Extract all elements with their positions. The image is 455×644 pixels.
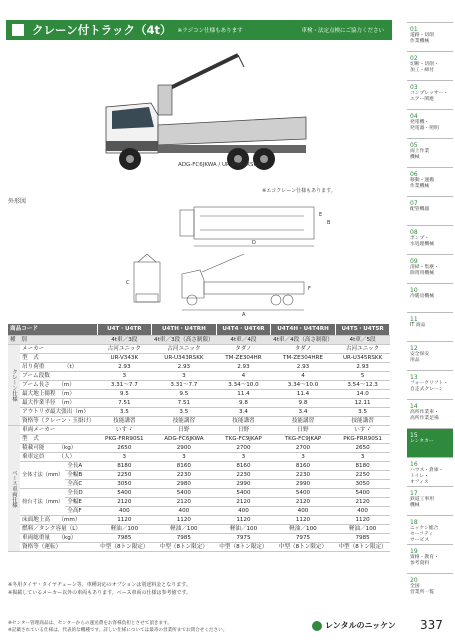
sidebar-item-label: ポンプ・ 水処理機械 [410,236,434,248]
sidebar-item-label: 発電機・ 発電器・照明 [410,120,439,132]
sidebar-item-label: レンタカー [410,439,434,444]
spec-cell: 400 [151,507,216,516]
spec-row [8,480,390,489]
spec-cell: 軽油／100 [270,525,335,534]
spec-cell: UR-V343K [97,354,151,363]
truck-photo [6,45,392,195]
kind-cell: 4t車／4段（高さ制限） [270,335,335,345]
sidebar-item-03[interactable] [407,80,453,109]
sidebar-item-label: コンプレッサー・ エアー関連 [410,91,449,103]
row-label: 全長A [65,462,97,471]
spec-cell: PKG-FRR90S1 [336,435,390,444]
kind-row [8,335,390,345]
spec-row [8,354,390,363]
spec-cell: 400 [336,507,390,516]
sidebar-item-number: 17 [410,490,418,497]
spec-cell: 9.5 [151,390,216,399]
spec-cell: タダノ [217,345,271,354]
kind-cell: 4t車／4段 [217,335,271,345]
sidebar-item-label: ハウス・倉庫・ トイレ・ オフィス [410,468,444,486]
sidebar-item-label: 移動・運搬 作業機械 [410,178,434,190]
sidebar-item-12[interactable] [407,341,453,370]
spec-cell: 2250 [97,471,151,480]
spec-cell: 3.5 [97,408,151,417]
spec-cell: 技能講習 [270,417,335,426]
spec-cell: 2230 [151,471,216,480]
spec-cell: 2120 [151,498,216,507]
sidebar-item-label: 資格・教育・ 参考資料 [410,555,439,567]
spec-row [8,408,390,417]
spec-cell: 2250 [336,471,390,480]
spec-cell: 3.5 [336,408,390,417]
sidebar-item-number: 15 [410,432,418,439]
spec-row [8,345,390,354]
header-square-icon [12,24,24,36]
spec-cell: いすゞ [97,426,151,435]
spec-cell: 2120 [217,498,271,507]
page-title: クレーン付トラック（4t） [32,23,172,37]
photo-caption: ADG-FC6JKWA / UR-U343RSKK [178,162,261,168]
spec-cell: 3 [97,372,151,381]
drawing-label: 外形図 [8,198,27,205]
kind-cell: 4t車／3段 [97,335,151,345]
spec-row [8,507,390,516]
row-label: 全幅B [65,471,97,480]
spec-row [8,489,390,498]
sidebar-item-07[interactable] [407,196,453,225]
spec-cell: 軽油／100 [97,525,151,534]
spec-cell: 7.51 [97,399,151,408]
svg-text:F: F [308,286,311,292]
row-label: 車両総重量 （kg） [20,534,97,543]
spec-row [8,516,390,525]
spec-cell: 3.4 [270,408,335,417]
sidebar-item-number: 14 [410,403,418,410]
page-header [6,20,392,40]
spec-cell: ADG-FC6JKWA [151,435,216,444]
spec-row [8,534,390,543]
kind-cell: 4t車／5段 [336,335,390,345]
footer-notes [8,620,227,634]
spec-cell: 2990 [270,480,335,489]
spec-cell: 5 [336,372,390,381]
crane-group-label: クレーン仕様 [8,345,20,426]
row-label: ブーム段数 [20,372,97,381]
spec-cell: 日野 [270,426,335,435]
spec-cell: 8180 [97,462,151,471]
spec-cell: PKG-FRR90S1 [97,435,151,444]
code-cell: U4T5・U4T5R [336,324,390,335]
spec-cell: 技能講習 [336,417,390,426]
spec-row [8,453,390,462]
spec-cell: 3 [217,453,271,462]
dimension-drawings [14,202,390,317]
row-label: 床面地上高 （mm） [20,516,97,525]
row-label: 型 式 [20,435,97,444]
spec-cell: 技能講習 [97,417,151,426]
sidebar-item-label: 高所作業車・ 高所作業足場 [410,410,439,422]
spec-cell: 5400 [97,489,151,498]
subgroup-label: 荷台寸法（mm） [20,489,65,516]
code-cell: U4T・U4TR [97,324,151,335]
spec-cell: 軽油／100 [151,525,216,534]
row-label: 資格等（運転） [20,543,97,552]
spec-cell: 1120 [217,516,271,525]
spec-cell: 5400 [336,489,390,498]
spec-cell: 軽油／100 [336,525,390,534]
sidebar-item-label: IT 商品 [410,323,426,328]
spec-cell: 2230 [270,471,335,480]
sidebar-item-04[interactable] [407,109,453,138]
spec-cell: 2700 [270,444,335,453]
spec-cell: 古河ユニック [151,345,216,354]
sidebar-item-13[interactable] [407,370,453,399]
subgroup-label: 全体寸法（mm） [20,462,65,489]
spec-cell: 軽油／100 [217,525,271,534]
row-label: 全高F [65,507,97,516]
spec-cell: 4 [270,372,335,381]
sidebar-item-number: 10 [410,287,418,294]
sidebar-item-10[interactable] [407,283,453,312]
spec-cell: 400 [270,507,335,516]
sidebar-item-label: 道路・切削 作業機械 [410,33,434,45]
row-label: 車両メーカー [20,426,97,435]
spec-cell: 中型（8トン限定） [270,543,335,552]
spec-cell: 8180 [336,462,390,471]
spec-cell: 3.31〜7.7 [151,381,216,390]
sidebar-item-number: 01 [410,26,418,33]
spec-cell: 中型（8トン限定） [217,543,271,552]
sidebar-item-number: 13 [410,374,418,381]
spec-cell: 4 [217,372,271,381]
spec-cell: 8160 [217,462,271,471]
sidebar-item-label: 鉄道工事用 機械 [410,497,434,509]
spec-cell: 3.4 [217,408,271,417]
spec-cell: 中型（8トン限定） [151,543,216,552]
spec-row [8,435,390,444]
code-cell: U4T4・U4T4R [217,324,271,335]
sidebar-item-number: 11 [410,316,418,323]
sidebar-item-label: 安全保安 用品 [410,352,430,364]
spec-cell: 11.4 [270,390,335,399]
page-number: 337 [420,618,443,632]
spec-cell: 1120 [270,516,335,525]
spec-cell: 3.54〜12.3 [336,381,390,390]
spec-cell: 7975 [270,534,335,543]
spec-cell: 3050 [97,480,151,489]
spec-cell: TKG-FC9JKAP [217,435,271,444]
spec-cell: 古河ユニック [97,345,151,354]
spec-cell: 技能講習 [151,417,216,426]
spec-cell: 7985 [97,534,151,543]
spec-cell: 9.8 [270,399,335,408]
sidebar-item-label: 両上作業 機械 [410,149,430,161]
sidebar-item-number: 08 [410,229,418,236]
sidebar-item-number: 16 [410,461,418,468]
spec-cell: 2650 [336,444,390,453]
header-subtitle: ※ラジコン仕様もあります [177,28,243,34]
spec-row [8,399,390,408]
row-label: 全幅E [65,498,97,507]
row-label: 燃料／タンク容量（L） [20,525,97,534]
spec-cell: 2.93 [336,363,390,372]
spec-row [8,363,390,372]
spec-cell: 技能講習 [217,417,271,426]
category-sidebar [407,22,453,602]
sidebar-item-label: 清掃・集塵・ 除貫用機械 [410,265,439,277]
logo-text: レンタルのニッケン [325,621,396,630]
spec-cell: 1120 [97,516,151,525]
spec-row [8,426,390,435]
row-label: 乗車定員 （人） [20,453,97,462]
spec-cell: 3.5 [151,408,216,417]
sidebar-item-label: 切断・切削・ 加工・締付 [410,62,439,74]
sidebar-item-16[interactable] [407,457,453,486]
spec-cell: 5400 [217,489,271,498]
spec-cell: 2900 [151,444,216,453]
spec-cell: 400 [217,507,271,516]
footer-line: ※記載されている仕様は、代表的な機種です。詳しい仕様については最寄の営業所までお問合せください。 [8,628,228,633]
sidebar-item-number: 03 [410,84,418,91]
row-label: 最大作業半径 （m） [20,399,97,408]
sidebar-item-09[interactable] [407,254,453,283]
sidebar-item-label: 全国 営業所一覧 [410,584,434,596]
sidebar-item-label: 冷暖房機械 [410,294,434,299]
spec-cell: 9.5 [97,390,151,399]
sidebar-item-20[interactable] [407,573,453,602]
spec-cell: 中型（8トン限定） [97,543,151,552]
spec-cell: 日野 [217,426,271,435]
code-label: 商品コード [8,324,97,335]
sidebar-item-number: 06 [410,171,418,178]
spec-cell: UR-U345RSKK [336,354,390,363]
row-label: 型 式 [20,354,97,363]
spec-cell: 2120 [336,498,390,507]
sidebar-item-label: 配管機器 [410,207,430,212]
spec-cell: 3.34〜10.0 [217,381,271,390]
spec-cell: 11.4 [217,390,271,399]
spec-cell: 2.93 [217,363,271,372]
spec-cell: タダノ [270,345,335,354]
row-label: ブーム長さ （m） [20,381,97,390]
row-label: 全高C [65,480,97,489]
spec-cell: 日野 [151,426,216,435]
spec-row [8,471,390,480]
spec-cell: 2120 [97,498,151,507]
row-label: 積載可能 （kg） [20,444,97,453]
logo-mark-icon [312,621,322,631]
spec-cell: 3 [97,453,151,462]
spec-cell: TKG-FC9JKAP [270,435,335,444]
sidebar-item-01[interactable] [407,22,453,51]
spec-cell: 2.93 [97,363,151,372]
svg-text:D: D [252,240,256,246]
spec-row [8,525,390,534]
spec-row [8,498,390,507]
spec-cell: 3.31〜7.7 [97,381,151,390]
spec-cell: 5400 [151,489,216,498]
sidebar-item-number: 19 [410,548,418,555]
sidebar-item-02[interactable] [407,51,453,80]
spec-row [8,444,390,453]
sidebar-item-06[interactable] [407,167,453,196]
note-line: ※冬用タイヤ・タイヤチェーン等、車種対応のオプションは別途料金となります。 [8,582,191,588]
kind-label: 種 別 [8,335,97,345]
code-cell: U4TH・U4TRH [151,324,216,335]
spec-cell: 2.93 [270,363,335,372]
sidebar-item-number: 09 [410,258,418,265]
header-note: 車検・法定点検にご協力ください [301,28,384,34]
spec-cell: 3 [151,372,216,381]
spec-cell: 5400 [270,489,335,498]
spec-row [8,543,390,552]
note-line: ※掲載しているメーカー以外の車両もあります。ベース車両の仕様は参考値です。 [8,590,192,596]
spec-cell: 2990 [217,480,271,489]
spec-cell: 2980 [151,480,216,489]
spec-cell: いすゞ [336,426,390,435]
spec-cell: 2650 [97,444,151,453]
spec-cell: 1120 [151,516,216,525]
spec-cell: 8160 [270,462,335,471]
spec-cell: 3.34〜10.0 [270,381,335,390]
code-row [8,324,390,335]
notes [8,581,191,597]
spec-cell: 3 [270,453,335,462]
spec-cell: 7.51 [151,399,216,408]
spec-cell: 2.93 [151,363,216,372]
sidebar-item-number: 20 [410,577,418,584]
spec-cell: 400 [97,507,151,516]
svg-text:E: E [319,212,323,218]
spec-table [8,324,390,552]
sidebar-item-15[interactable] [407,428,453,457]
sidebar-item-number: 02 [410,55,418,62]
row-label: メーカー [20,345,97,354]
sidebar-item-number: 18 [410,519,418,526]
sidebar-item-label: フォークリフト・ 自走式クレーン [410,381,449,393]
sidebar-item-18[interactable] [407,515,453,544]
sidebar-item-05[interactable] [407,138,453,167]
svg-text:B: B [327,220,331,226]
sidebar-item-17[interactable] [407,486,453,515]
spec-cell: 8160 [151,462,216,471]
spec-cell: 12.11 [336,399,390,408]
spec-cell: 2230 [217,471,271,480]
spec-row [8,390,390,399]
sidebar-item-number: 04 [410,113,418,120]
spec-cell: 古河ユニック [336,345,390,354]
spec-cell: 7975 [217,534,271,543]
spec-cell: 中型（8トン限定） [336,543,390,552]
sidebar-item-08[interactable] [407,225,453,254]
photo-note: ※エコクレーン仕様もあります。 [262,188,336,194]
spec-cell: 2120 [270,498,335,507]
spec-cell: 7985 [336,534,390,543]
sidebar-item-19[interactable] [407,544,453,573]
sidebar-item-number: 05 [410,142,418,149]
row-label: 全長D [65,489,97,498]
footer-line: ※センター管理商品は、センターからの運送費をお客様負担とさせて頂きます。 [8,621,172,626]
sidebar-item-number: 12 [410,345,418,352]
sidebar-item-label: ニッケン総合 セーフティ サービス [410,526,439,544]
spec-cell: TM-ZE304HRE [270,354,335,363]
spec-row [8,462,390,471]
row-label: 最大地上揚程 （m） [20,390,97,399]
spec-row [8,372,390,381]
sidebar-item-14[interactable] [407,399,453,428]
spec-cell: 3050 [336,480,390,489]
row-label: 資格等（クレーン・玉掛け） [20,417,97,426]
spec-cell: 7985 [151,534,216,543]
spec-cell: 3 [151,453,216,462]
spec-cell: UR-U343RSKK [151,354,216,363]
spec-cell: 2700 [217,444,271,453]
svg-text:A: A [242,312,246,317]
spec-row [8,417,390,426]
svg-text:C: C [126,280,130,286]
spec-cell: 14.0 [336,390,390,399]
spec-cell: 3 [336,453,390,462]
spec-cell: TM-ZE304HR [217,354,271,363]
code-cell: U4T4H・U4T4RH [270,324,335,335]
spec-row [8,381,390,390]
spec-cell: 9.8 [217,399,271,408]
company-logo [312,620,396,631]
spec-cell: 1120 [336,516,390,525]
sidebar-item-11[interactable] [407,312,453,341]
sidebar-item-number: 07 [410,200,418,207]
row-label: アウトリガ最大張出（m） [20,408,97,417]
row-label: 吊り荷重 （t） [20,363,97,372]
base-group-label: ベース車両仕様 [8,426,20,552]
kind-cell: 4t車／3段（高さ制限） [151,335,216,345]
